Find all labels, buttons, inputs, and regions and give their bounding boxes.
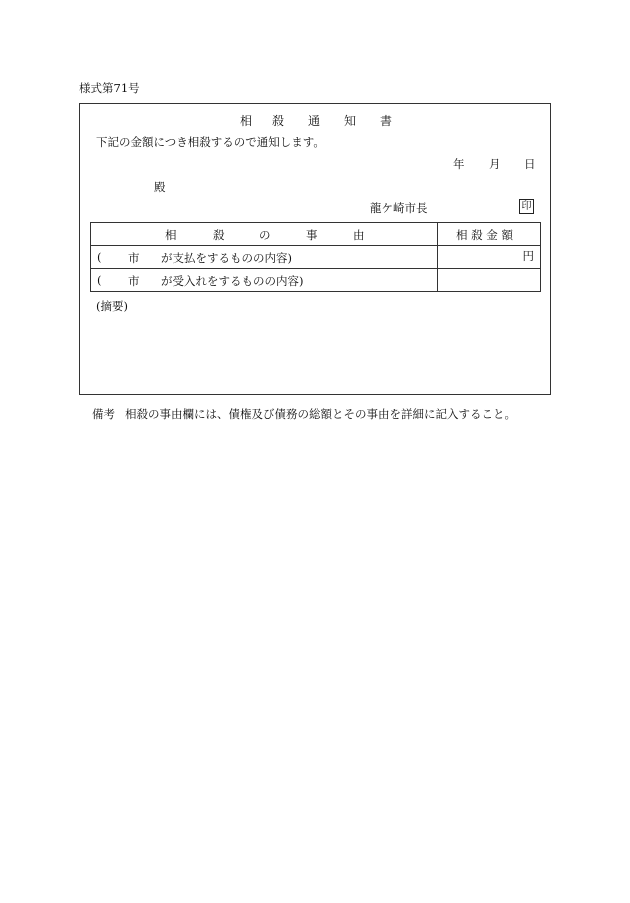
payment-reason-cell[interactable]: ( 市 が支払をするものの内容) — [91, 246, 438, 269]
reason-header-char: の — [259, 228, 271, 242]
reason-header — [91, 223, 438, 246]
remarks-text: 相殺の事由欄には、債権及び債務の総額とその事由を詳細に記入すること。 — [125, 407, 516, 421]
issuer-name: 龍ケ崎市長 — [370, 201, 428, 215]
receipt-reason-cell[interactable]: ( 市 が受入れをするものの内容) — [91, 269, 438, 292]
reason-header-char: 由 — [353, 228, 365, 242]
payment-amount-cell[interactable] — [438, 246, 541, 269]
form-number: 様式第71号 — [79, 81, 140, 95]
remarks-label: 備考 — [92, 407, 115, 421]
remarks — [92, 406, 516, 422]
date-year-label: 年 — [453, 157, 465, 171]
receipt-amount-cell[interactable] — [438, 269, 541, 292]
reason-header-char: 相 — [165, 228, 177, 242]
table-row — [91, 269, 541, 292]
seal-mark: 印 — [519, 199, 534, 214]
reason-header-char: 殺 — [213, 228, 225, 242]
summary-label: (摘要) — [96, 299, 128, 313]
table-header-row — [91, 223, 541, 246]
title-char: 通 — [308, 114, 321, 128]
addressee-suffix: 殿 — [154, 180, 166, 194]
title-char: 書 — [380, 114, 393, 128]
reason-header-char: 事 — [306, 228, 318, 242]
yen-unit: 円 — [522, 249, 534, 263]
date-month-label: 月 — [489, 157, 501, 171]
title-char: 知 — [344, 114, 357, 128]
title-char: 殺 — [272, 114, 285, 128]
offset-table — [90, 222, 541, 292]
title-char: 相 — [240, 114, 253, 128]
date-day-label: 日 — [524, 157, 536, 171]
amount-header: 相 殺 金 額 — [438, 223, 541, 246]
table-row — [91, 246, 541, 269]
intro-text: 下記の金額につき相殺するので通知します。 — [96, 135, 325, 149]
